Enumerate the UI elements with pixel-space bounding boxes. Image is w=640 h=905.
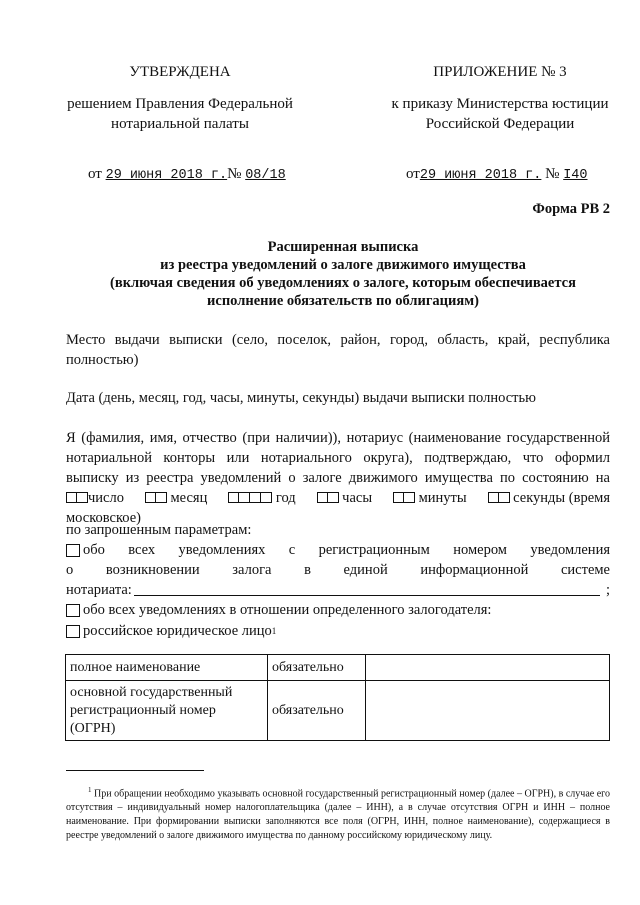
hours-field[interactable]: часы: [317, 488, 373, 508]
seconds-field[interactable]: секунды (время: [488, 488, 610, 508]
option-registration-number: обо всех уведомлениях с регистрационным номером уведомления о возникновении залога в единой информационной системе нотариата: ;: [66, 542, 610, 598]
notary-system-number-field[interactable]: [134, 595, 600, 596]
option1-checkbox[interactable]: [66, 544, 80, 557]
row-status: обязательно: [268, 655, 366, 681]
approved-line2: нотариальной палаты: [111, 116, 249, 132]
header-right-date: от29 июня 2018 г. № I40: [406, 166, 603, 183]
params-label: по запрошенным параметрам:: [66, 522, 252, 538]
form-label: Форма РВ 2: [532, 201, 610, 217]
title-line3: (включая сведения об уведомлениях о залоге, которым обеспечивается: [110, 275, 576, 291]
day-field[interactable]: число: [66, 488, 124, 508]
row-status: обязательно: [268, 681, 366, 741]
table-row: [66, 681, 610, 741]
minutes-field[interactable]: минуты: [393, 488, 467, 508]
legal-entity-table: [65, 654, 610, 741]
order-number: I40: [563, 168, 588, 183]
document-title: [60, 238, 626, 310]
approved-number: 08/18: [245, 168, 286, 183]
row-value[interactable]: [366, 655, 610, 681]
header-right: [370, 62, 630, 134]
option3-checkbox[interactable]: [66, 625, 80, 638]
option2-checkbox[interactable]: [66, 604, 80, 617]
appendix-title: ПРИЛОЖЕНИЕ № 3: [433, 64, 567, 80]
approved-title: УТВЕРЖДЕНА: [129, 64, 231, 80]
appendix-line2: Российской Федерации: [425, 116, 575, 132]
datetime-boxes: [66, 488, 610, 508]
year-field[interactable]: год: [228, 488, 295, 508]
footnote: $^1$ При обращении необходимо указывать основной государственный регистрационный номер (далее – ОГРН), в случае его отсутствия – индивидуальный номер налогоплательщика (далее – ИНН), а в случае отсутствия ОГРН и ИНН – полное наименование. При формировании выписки заполняются все поля (ОГРН, ИНН, полное наименование), содержащиеся в реестре уведомлений о залоге движимого имущества по данному российскому юридическому лицу.: [66, 786, 611, 842]
table-row: [66, 655, 610, 681]
row-name: полное наименование: [66, 655, 268, 681]
appendix-line1: к приказу Министерства юстиции: [391, 96, 609, 112]
order-date: 29 июня 2018 г.: [419, 168, 542, 183]
month-field[interactable]: месяц: [145, 488, 207, 508]
date-of-issue: Дата (день, месяц, год, часы, минуты, секунды) выдачи выписки полностью: [66, 390, 536, 406]
option-pledgor: обо всех уведомлениях в отношении определенного залогодателя:: [66, 600, 610, 620]
notary-statement: Я (фамилия, имя, отчество (при наличии)), нотариус (наименование государственной нотариальной конторы или нотариального округа), подтверждаю, что оформил выписку из реестра уведомлений о залоге движимого имущества по состоянию на число месяц год часы минуты секунды (время московское): [66, 430, 610, 526]
header-left-date: от 29 июня 2018 г.№ 08/18: [88, 166, 286, 183]
title-line4: исполнение обязательств по облигациям): [207, 293, 479, 309]
option-legal-entity: российское юридическое лицо 1: [66, 621, 610, 641]
title-line1: Расширенная выписка: [267, 239, 419, 255]
approved-line1: решением Правления Федеральной: [67, 96, 293, 112]
row-value[interactable]: [366, 681, 610, 741]
footnote-separator: [66, 770, 204, 771]
row-name: основной государственный регистрационный номер (ОГРН): [66, 681, 268, 741]
place-of-issue: Место выдачи выписки (село, поселок, район, город, область, край, республика полностью): [66, 332, 610, 368]
approved-date: 29 июня 2018 г.: [105, 168, 228, 183]
title-line2: из реестра уведомлений о залоге движимого имущества: [160, 257, 526, 273]
header-left: [60, 62, 300, 134]
